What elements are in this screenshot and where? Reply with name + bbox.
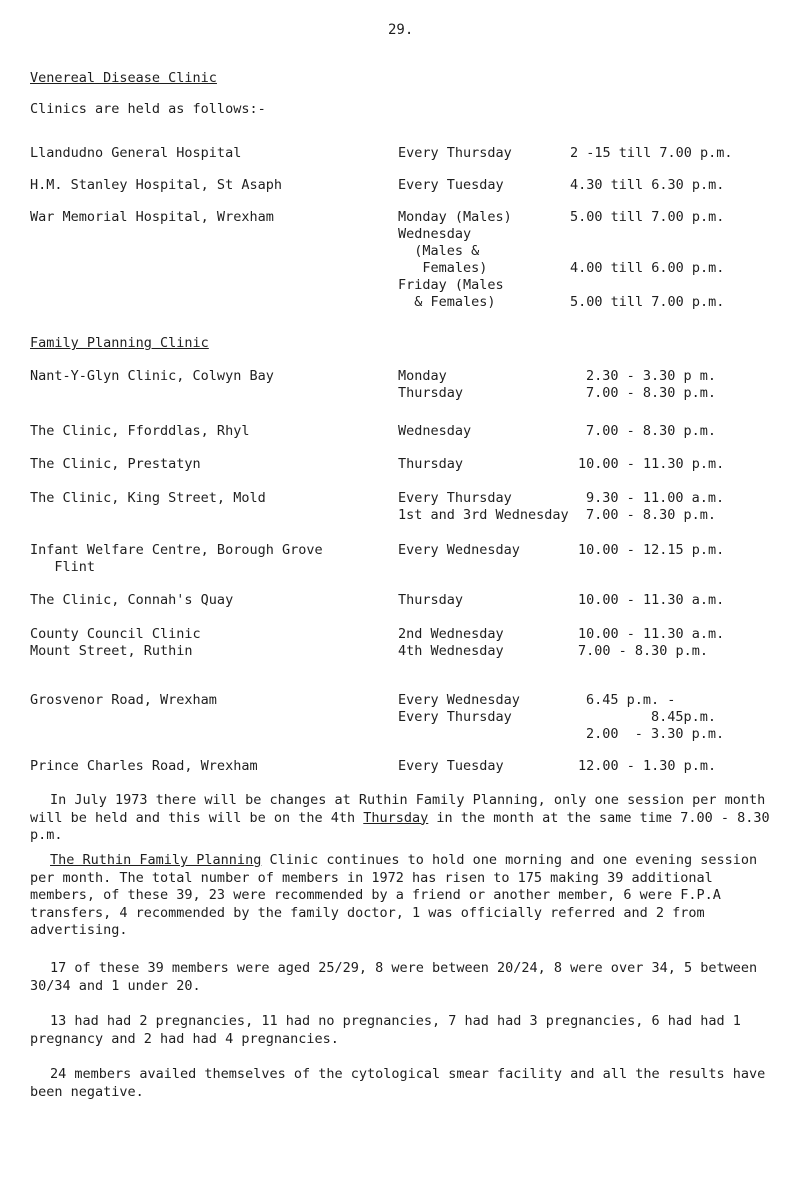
paragraph-pregnancies: 13 had had 2 pregnancies, 11 had no pregnancies, 7 had had 3 pregnancies, 6 had had 1 pregnancy and 2 had had 4 pregnancies.: [30, 1013, 741, 1047]
vd-time: 5.00 till 7.00 p.m.: [570, 294, 725, 310]
vd-time: 2 -15 till 7.00 p.m.: [570, 145, 733, 161]
page-number: 29.: [388, 22, 414, 38]
fp-place: County Council Clinic Mount Street, Ruthin: [30, 626, 201, 659]
fp-place: The Clinic, Connah's Quay: [30, 592, 234, 608]
fp-days: Monday Thursday: [398, 368, 464, 401]
fp-place: The Clinic, Fforddlas, Rhyl: [30, 423, 250, 439]
fp-times: 10.00 - 11.30 a.m.: [578, 592, 725, 608]
fp-days: Every Wednesday Every Thursday: [398, 692, 520, 725]
fp-days: Every Tuesday: [398, 758, 504, 774]
fp-days: Thursday: [398, 456, 464, 472]
paragraph-ruthin-changes: In July 1973 there will be changes at Ruthin Family Planning, only one session per month will be held and this will be on the 4th Thursday in the month at the same time 7.00 - 8.30 p.m.: [30, 792, 770, 843]
fp-times: 10.00 - 12.15 p.m.: [578, 542, 725, 558]
vd-day: Monday (Males): [398, 209, 512, 225]
fp-place: The Clinic, Prestatyn: [30, 456, 201, 472]
fp-times: 9.30 - 11.00 a.m. 7.00 - 8.30 p.m.: [586, 490, 725, 523]
fp-place: The Clinic, King Street, Mold: [30, 490, 266, 506]
fp-days: Thursday: [398, 592, 464, 608]
fp-days: 2nd Wednesday 4th Wednesday: [398, 626, 504, 659]
fp-days: Every Wednesday: [398, 542, 520, 558]
vd-time: 4.30 till 6.30 p.m.: [570, 177, 725, 193]
fp-times: 7.00 - 8.30 p.m.: [586, 423, 717, 439]
vd-place: War Memorial Hospital, Wrexham: [30, 209, 274, 225]
paragraph-ages: 17 of these 39 members were aged 25/29, 8 were between 20/24, 8 were over 34, 5 between 30/34 and 1 under 20.: [30, 960, 758, 994]
paragraph-membership: The Ruthin Family Planning Clinic continues to hold one morning and one evening session per month. The total number of members in 1972 has risen to 175 making 39 additional members, of these 39, 23 were recommended by a friend or another member, 6 were F.P.A transfers, 4 recommended by the family doctor, 1 was officially referred and 2 from advertising.: [30, 852, 758, 938]
fp-times: 6.45 p.m. - 8.45p.m. 2.00 - 3.30 p.m.: [586, 692, 725, 742]
vd-time: 4.00 till 6.00 p.m.: [570, 260, 725, 276]
fp-times: 2.30 - 3.30 p m. 7.00 - 8.30 p.m.: [586, 368, 717, 401]
vd-time: 5.00 till 7.00 p.m.: [570, 209, 725, 225]
vd-day: (Males &: [398, 243, 480, 259]
vd-day: Friday (Males: [398, 277, 504, 293]
paragraph-cytology: 24 members availed themselves of the cytological smear facility and all the results have been negative.: [30, 1066, 766, 1100]
fp-place: Prince Charles Road, Wrexham: [30, 758, 258, 774]
fp-times: 10.00 - 11.30 a.m. 7.00 - 8.30 p.m.: [578, 626, 725, 659]
fp-place: Nant-Y-Glyn Clinic, Colwyn Bay: [30, 368, 274, 384]
fp-days: Every Thursday 1st and 3rd Wednesday: [398, 490, 569, 523]
fp-place: Grosvenor Road, Wrexham: [30, 692, 217, 708]
vd-day: Every Thursday: [398, 145, 512, 161]
vd-day: Wednesday: [398, 226, 472, 242]
intro-text: Clinics are held as follows:-: [30, 101, 266, 117]
vd-day: & Females): [398, 294, 496, 310]
vd-place: H.M. Stanley Hospital, St Asaph: [30, 177, 282, 193]
vd-day: Every Tuesday: [398, 177, 504, 193]
fp-place: Infant Welfare Centre, Borough Grove Flint: [30, 542, 323, 575]
vd-day: Females): [398, 260, 488, 276]
family-planning-heading: Family Planning Clinic: [30, 335, 209, 351]
vd-place: Llandudno General Hospital: [30, 145, 242, 161]
fp-days: Wednesday: [398, 423, 472, 439]
fp-times: 12.00 - 1.30 p.m.: [578, 758, 717, 774]
fp-times: 10.00 - 11.30 p.m.: [578, 456, 725, 472]
section-title: Venereal Disease Clinic: [30, 70, 217, 86]
